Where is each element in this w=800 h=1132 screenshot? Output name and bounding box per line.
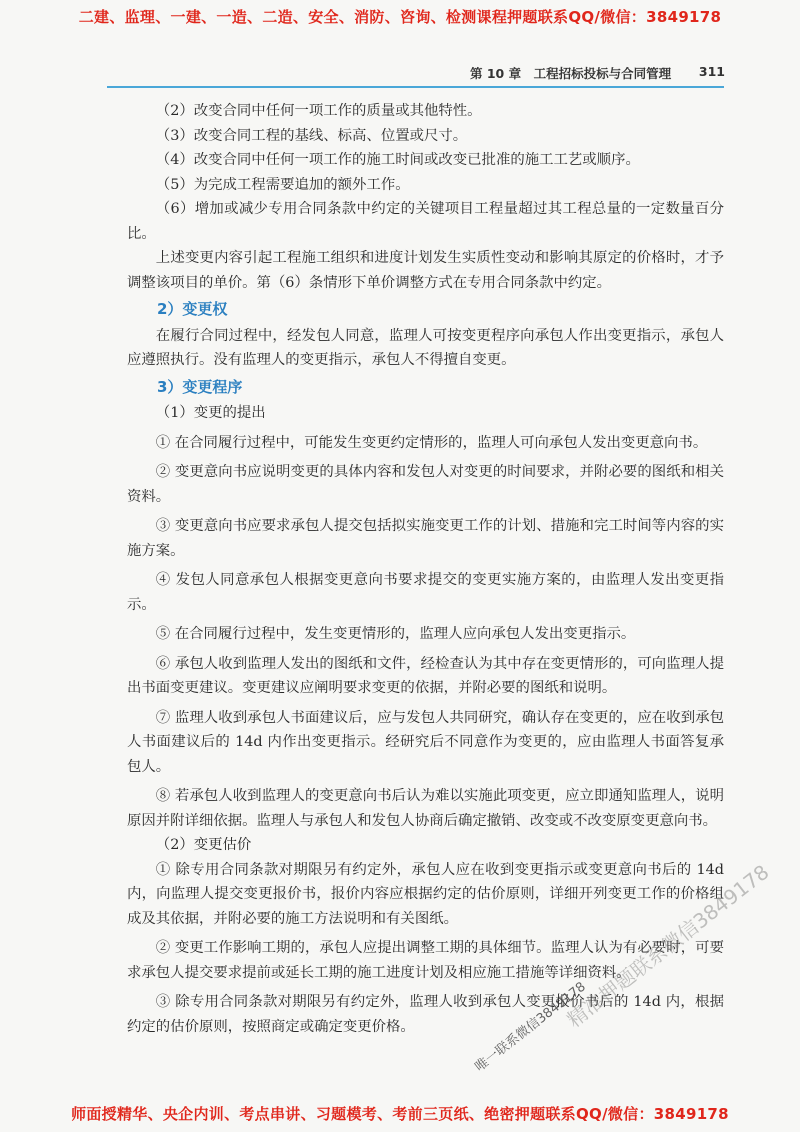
paragraph: ③ 变更意向书应要求承包人提交包括拟实施变更工作的计划、措施和完工时间等内容的实施方案。 xyxy=(127,518,724,559)
section-heading: 2）变更权 xyxy=(157,300,228,318)
paragraph: ④ 发包人同意承包人根据变更意向书要求提交的变更实施方案的，由监理人发出变更指示。 xyxy=(127,572,724,613)
section-heading: 3）变更程序 xyxy=(157,377,243,396)
subsection-heading: （1）变更的提出 xyxy=(155,405,266,421)
paragraph: ⑧ 若承包人收到监理人的变更意向书后认为难以实施此项变更，应立即通知监理人，说明原因并附详细依据。监理人与承包人和发包人协商后确定撤销、改变或不改变原变更意向书。 xyxy=(127,788,724,829)
bottom-banner: 师面授精华、央企内训、考点串讲、习题模考、考前三页纸、绝密押题联系QQ/微信：3849178 xyxy=(71,1105,729,1123)
paragraph: ③ 除专用合同条款对期限另有约定外，监理人收到承包人变更报价书后的 14d 内，根据约定的估价原则，按照商定或确定变更价格。 xyxy=(127,994,724,1035)
running-header xyxy=(470,64,725,82)
paragraph: ② 变更工作影响工期的，承包人应提出调整工期的具体细节。监理人认为有必要时，可要求承包人提交要求提前或延长工期的施工进度计划及相应施工措施等详细资料。 xyxy=(127,940,724,981)
paragraph: ⑥ 承包人收到监理人发出的图纸和文件，经检查认为其中存在变更情形的，可向监理人提出书面变更建议。变更建议应阐明要求变更的依据，并附必要的图纸和说明。 xyxy=(127,655,724,696)
subsection-heading: （2）变更估价 xyxy=(155,837,252,853)
paragraph: （3）改变合同工程的基线、标高、位置或尺寸。 xyxy=(155,127,468,144)
header-rule xyxy=(107,86,724,88)
paragraph: ① 除专用合同条款对期限另有约定外，承包人应在收到变更指示或变更意向书后的 14d 内，向监理人提交变更报价书，报价内容应根据约定的估价原则，详细开列变更工作的价格组成及其依据，并附必要的施工方法说明和有关图纸。 xyxy=(127,861,724,927)
paragraph: （5）为完成工程需要追加的额外工作。 xyxy=(155,176,410,193)
watermark: 精准押题联系微信3849178 xyxy=(562,859,774,1033)
paragraph: （2）改变合同中任何一项工作的质量或其他特性。 xyxy=(155,103,482,119)
paragraph: ⑤ 在合同履行过程中，发生变更情形的，监理人应向承包人发出变更指示。 xyxy=(155,626,636,642)
paragraph: ⑦ 监理人收到承包人书面建议后，应与发包人共同研究，确认存在变更的，应在收到承包人书面建议后的 14d 内作出变更指示。经研究后不同意作为变更的，应由监理人书面答复承包人。 xyxy=(127,709,724,775)
chapter-title: 第 10 章 工程招标投标与合同管理 xyxy=(470,66,672,81)
top-banner: 二建、监理、一建、一造、二造、安全、消防、咨询、检测课程押题联系QQ/微信：3849178 xyxy=(78,8,722,26)
watermark: 唯一联系微信3849178 xyxy=(472,979,589,1075)
paragraph: 上述变更内容引起工程施工组织和进度计划发生实质性变动和影响其原定的价格时，才予调整该项目的单价。第（6）条情形下单价调整方式在专用合同条款中约定。 xyxy=(127,250,724,291)
paragraph: （6）增加或减少专用合同条款中约定的关键项目工程量超过其工程总量的一定数量百分比。 xyxy=(127,201,724,242)
paragraph: ② 变更意向书应说明变更的具体内容和发包人对变更的时间要求，并附必要的图纸和相关资料。 xyxy=(127,464,724,505)
page-number: 311 xyxy=(698,64,725,79)
paragraph: ① 在合同履行过程中，可能发生变更约定情形的，监理人可向承包人发出变更意向书。 xyxy=(155,434,708,451)
page-body xyxy=(127,99,724,1039)
paragraph: （4）改变合同中任何一项工作的施工时间或改变已批准的施工工艺或顺序。 xyxy=(155,152,640,168)
paragraph: 在履行合同过程中，经发包人同意，监理人可按变更程序向承包人作出变更指示，承包人应遵照执行。没有监理人的变更指示，承包人不得擅自变更。 xyxy=(127,327,724,368)
